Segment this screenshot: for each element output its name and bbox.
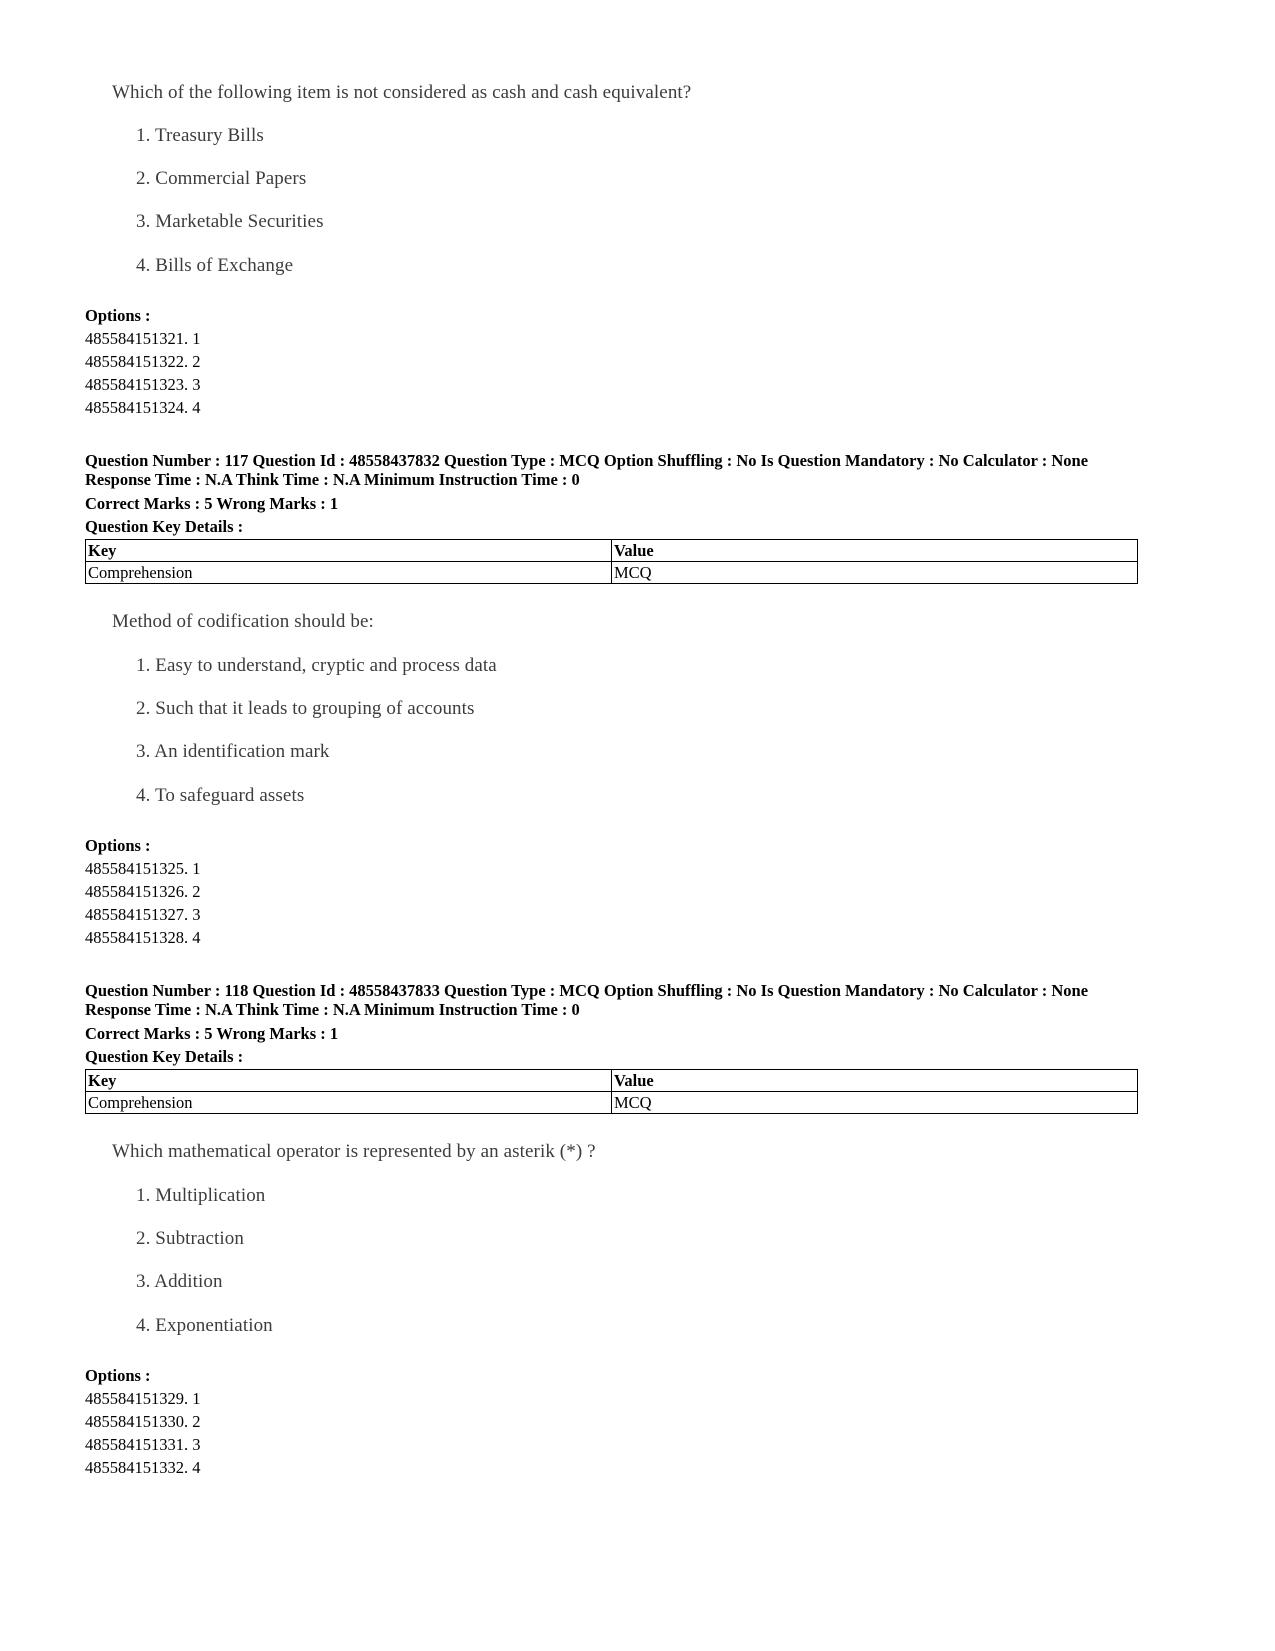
question-stem: Which mathematical operator is represented by an asterik (*) ?	[112, 1141, 596, 1162]
table-cell-value: MCQ	[612, 562, 1138, 584]
key-details-label: Question Key Details :	[85, 1047, 244, 1066]
question-choice: 4. Bills of Exchange	[136, 255, 294, 276]
question-image	[112, 1141, 752, 1341]
question-choice: 3. Addition	[136, 1271, 223, 1292]
table-header-key: Key	[86, 1070, 612, 1092]
option-line: 485584151326. 2	[85, 882, 201, 901]
option-line: 485584151331. 3	[85, 1435, 201, 1454]
question-choice: 1. Multiplication	[136, 1185, 266, 1206]
marks-line: Correct Marks : 5 Wrong Marks : 1	[85, 1024, 339, 1043]
table-header-value: Value	[612, 1070, 1138, 1092]
question-image	[112, 611, 752, 811]
key-details-label: Question Key Details :	[85, 517, 244, 536]
option-line: 485584151324. 4	[85, 398, 201, 417]
table-row	[86, 562, 1138, 584]
table-header-row	[86, 540, 1138, 562]
table-cell-value: MCQ	[612, 1092, 1138, 1114]
question-stem: Method of codification should be:	[112, 611, 374, 632]
options-label: Options :	[85, 1366, 151, 1385]
option-line: 485584151328. 4	[85, 928, 201, 947]
table-header-row	[86, 1070, 1138, 1092]
marks-line: Correct Marks : 5 Wrong Marks : 1	[85, 494, 339, 513]
question-meta	[85, 451, 1145, 538]
table-cell-key: Comprehension	[86, 562, 612, 584]
table-header-key: Key	[86, 540, 612, 562]
question-choice: 2. Subtraction	[136, 1228, 244, 1249]
question-image	[112, 82, 752, 282]
options-label: Options :	[85, 836, 151, 855]
question-stem: Which of the following item is not considered as cash and cash equivalent?	[112, 82, 692, 103]
question-meta-line: Response Time : N.A Think Time : N.A Minimum Instruction Time : 0	[85, 1000, 580, 1019]
options-block	[85, 834, 201, 949]
question-choice: 2. Commercial Papers	[136, 168, 307, 189]
table-header-value: Value	[612, 540, 1138, 562]
question-meta-line: Question Number : 118 Question Id : 48558437833 Question Type : MCQ Option Shuffling : No Is Question Mandatory : No Calculator : None	[85, 981, 1089, 1000]
question-choice: 4. To safeguard assets	[136, 785, 305, 806]
option-line: 485584151329. 1	[85, 1389, 201, 1408]
question-choice: 3. Marketable Securities	[136, 211, 324, 232]
table-row	[86, 1092, 1138, 1114]
table-cell-key: Comprehension	[86, 1092, 612, 1114]
options-block	[85, 1364, 201, 1479]
key-details-table	[85, 539, 1138, 584]
option-line: 485584151330. 2	[85, 1412, 201, 1431]
option-line: 485584151327. 3	[85, 905, 201, 924]
option-line: 485584151332. 4	[85, 1458, 201, 1477]
question-choice: 1. Easy to understand, cryptic and process data	[136, 655, 497, 676]
question-meta-line: Response Time : N.A Think Time : N.A Minimum Instruction Time : 0	[85, 470, 580, 489]
question-meta	[85, 981, 1145, 1068]
option-line: 485584151322. 2	[85, 352, 201, 371]
question-meta-line: Question Number : 117 Question Id : 48558437832 Question Type : MCQ Option Shuffling : No Is Question Mandatory : No Calculator : None	[85, 451, 1089, 470]
option-line: 485584151321. 1	[85, 329, 201, 348]
question-choice: 4. Exponentiation	[136, 1315, 273, 1336]
question-choice: 2. Such that it leads to grouping of accounts	[136, 698, 475, 719]
options-block	[85, 304, 201, 419]
option-line: 485584151323. 3	[85, 375, 201, 394]
key-details-table	[85, 1069, 1138, 1114]
options-label: Options :	[85, 306, 151, 325]
question-choice: 3. An identification mark	[136, 741, 330, 762]
question-choice: 1. Treasury Bills	[136, 125, 264, 146]
option-line: 485584151325. 1	[85, 859, 201, 878]
